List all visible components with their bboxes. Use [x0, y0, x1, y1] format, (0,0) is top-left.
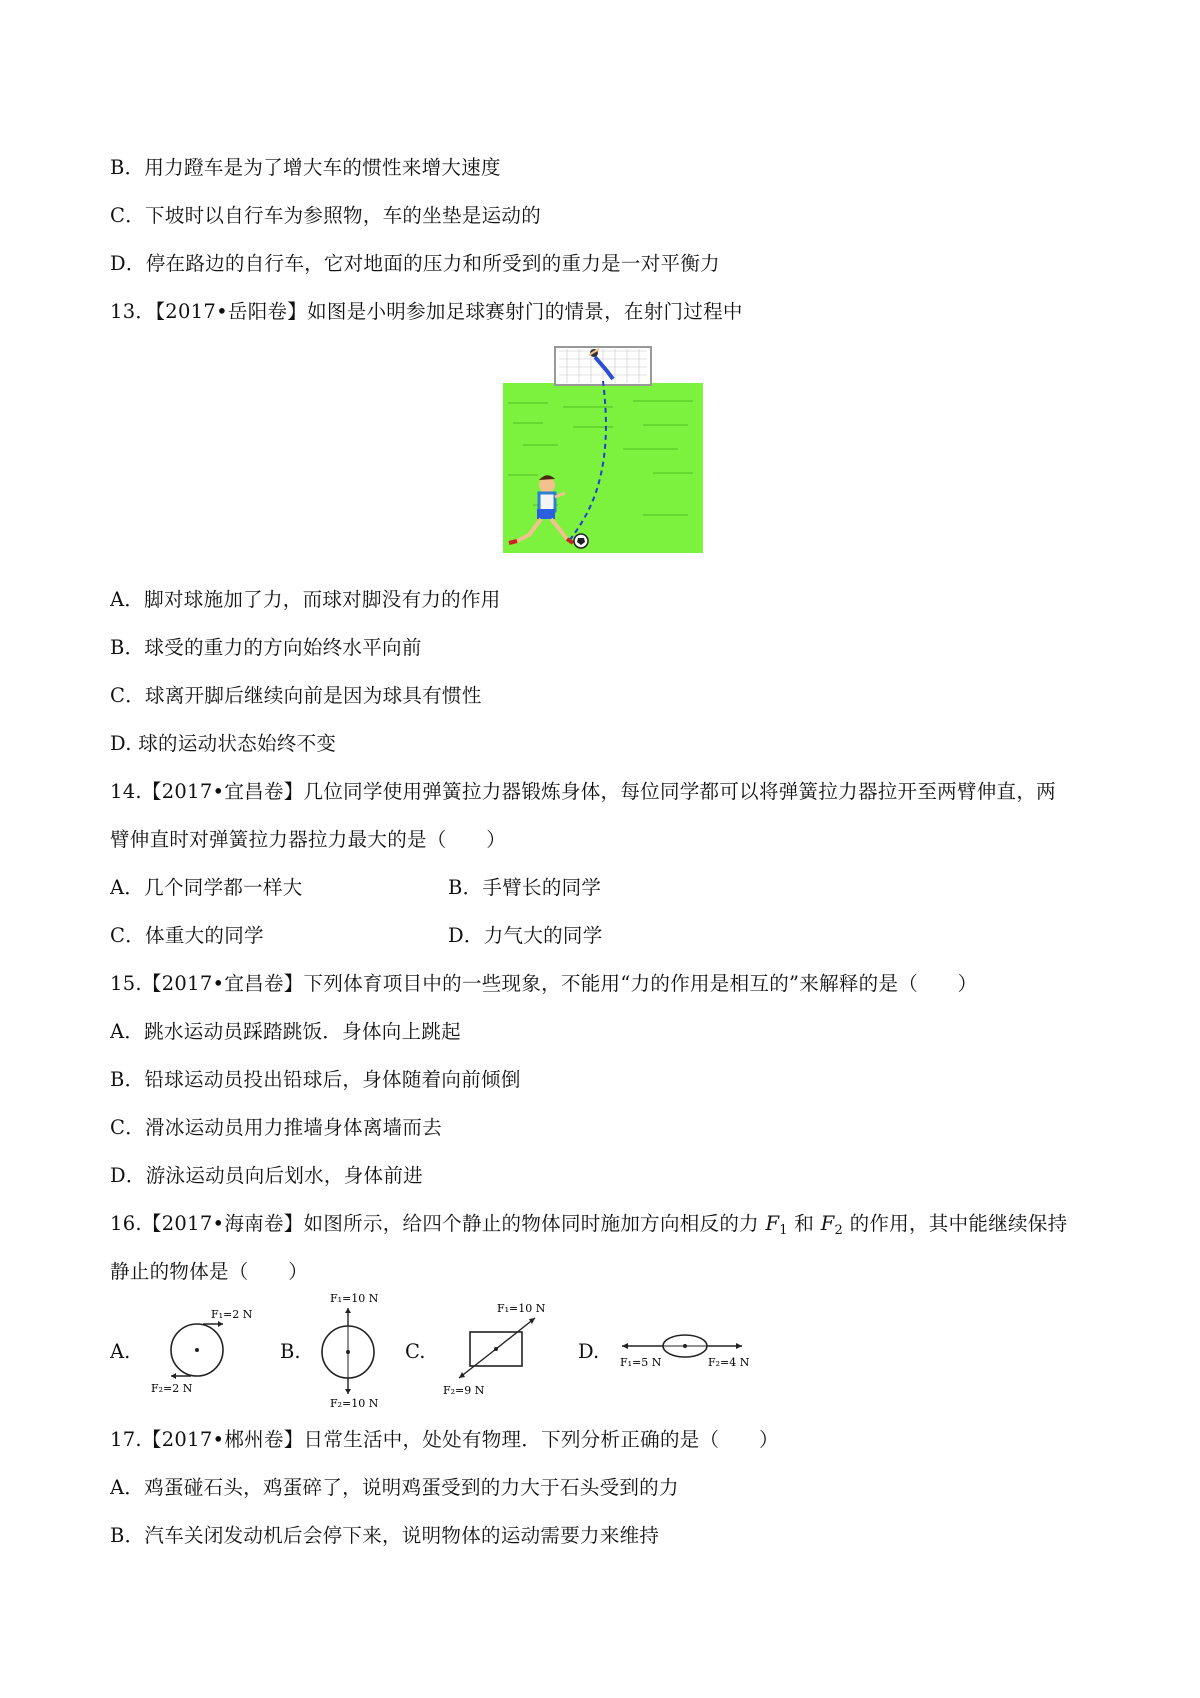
q15-option-b: B．铅球运动员投出铅球后，身体随着向前倾倒	[110, 1068, 521, 1091]
q16-stem-line2: 静止的物体是（ ）	[110, 1260, 309, 1283]
q16-stem-line1	[110, 1210, 1067, 1245]
svg-text:F₁=5 N: F₁=5 N	[620, 1356, 662, 1369]
soccer-shot-illustration	[503, 345, 703, 553]
q13-option-a: A．脚对球施加了力，而球对脚没有力的作用	[110, 588, 501, 611]
force-f1-symbol: $F_1$	[765, 1212, 788, 1238]
q16-and: 和	[787, 1212, 821, 1235]
svg-text:F₁=10 N: F₁=10 N	[497, 1302, 546, 1315]
svg-text:F₂=9 N: F₂=9 N	[443, 1384, 485, 1397]
q15-option-c: C．滑冰运动员用力推墙身体离墙而去	[110, 1116, 443, 1139]
q12-option-d: D．停在路边的自行车，它对地面的压力和所受到的重力是一对平衡力	[110, 252, 720, 275]
q13-option-b: B．球受的重力的方向始终水平向前	[110, 636, 422, 659]
svg-text:F₂=10 N: F₂=10 N	[330, 1397, 379, 1410]
q16-figure-c	[435, 1300, 565, 1400]
q16-figure-d	[610, 1320, 760, 1380]
q16-figure-b	[310, 1290, 400, 1410]
q17-option-a: A．鸡蛋碰石头，鸡蛋碎了，说明鸡蛋受到的力大于石头受到的力	[110, 1476, 679, 1499]
q13-stem: 13．【2017•岳阳卷】如图是小明参加足球赛射门的情景，在射门过程中	[110, 300, 743, 323]
q15-option-d: D．游泳运动员向后划水，身体前进	[110, 1164, 423, 1187]
svg-text:F₂=4 N: F₂=4 N	[708, 1356, 750, 1369]
q17-option-b: B．汽车关闭发动机后会停下来，说明物体的运动需要力来维持	[110, 1524, 660, 1547]
q14-option-d: D．力气大的同学	[448, 924, 603, 947]
q16-figure-a	[145, 1300, 265, 1400]
q16-stem-part2: 的作用，其中能继续保持	[843, 1212, 1068, 1235]
q12-option-b: B．用力蹬车是为了增大车的惯性来增大速度	[110, 156, 501, 179]
q14-option-a: A．几个同学都一样大	[110, 876, 303, 899]
q17-stem: 17.【2017•郴州卷】日常生活中，处处有物理．下列分析正确的是（ ）	[110, 1428, 779, 1451]
q14-option-c: C．体重大的同学	[110, 924, 264, 947]
q14-stem-line1: 14.【2017•宜昌卷】几位同学使用弹簧拉力器锻炼身体，每位同学都可以将弹簧拉力器拉开至两臂伸直，两	[110, 780, 1056, 803]
svg-text:F₁=10 N: F₁=10 N	[330, 1292, 379, 1305]
q12-option-c: C．下坡时以自行车为参照物，车的坐垫是运动的	[110, 204, 542, 227]
q14-option-b: B．手臂长的同学	[448, 876, 602, 899]
q16-letter-b: B.	[280, 1340, 301, 1363]
q16-letter-d: D.	[578, 1340, 600, 1363]
q13-option-c: C．球离开脚后继续向前是因为球具有惯性	[110, 684, 482, 707]
force-f2-symbol: $F_2$	[820, 1212, 844, 1238]
svg-text:F₁=2 N: F₁=2 N	[211, 1308, 253, 1321]
q14-stem-line2: 臂伸直时对弹簧拉力器拉力最大的是（ ）	[110, 828, 507, 851]
q15-stem: 15.【2017•宜昌卷】下列体育项目中的一些现象，不能用“力的作用是相互的”来解释的是（ ）	[110, 972, 978, 995]
q16-stem-part1: 16.【2017•海南卷】如图所示，给四个静止的物体同时施加方向相反的力	[110, 1212, 766, 1235]
q16-letter-c: C.	[405, 1340, 426, 1363]
q15-option-a: A．跳水运动员踩踏跳饭．身体向上跳起	[110, 1020, 461, 1043]
svg-text:F₂=2 N: F₂=2 N	[151, 1382, 193, 1395]
q16-letter-a: A.	[110, 1340, 131, 1363]
q13-option-d: D. 球的运动状态始终不变	[110, 732, 337, 755]
